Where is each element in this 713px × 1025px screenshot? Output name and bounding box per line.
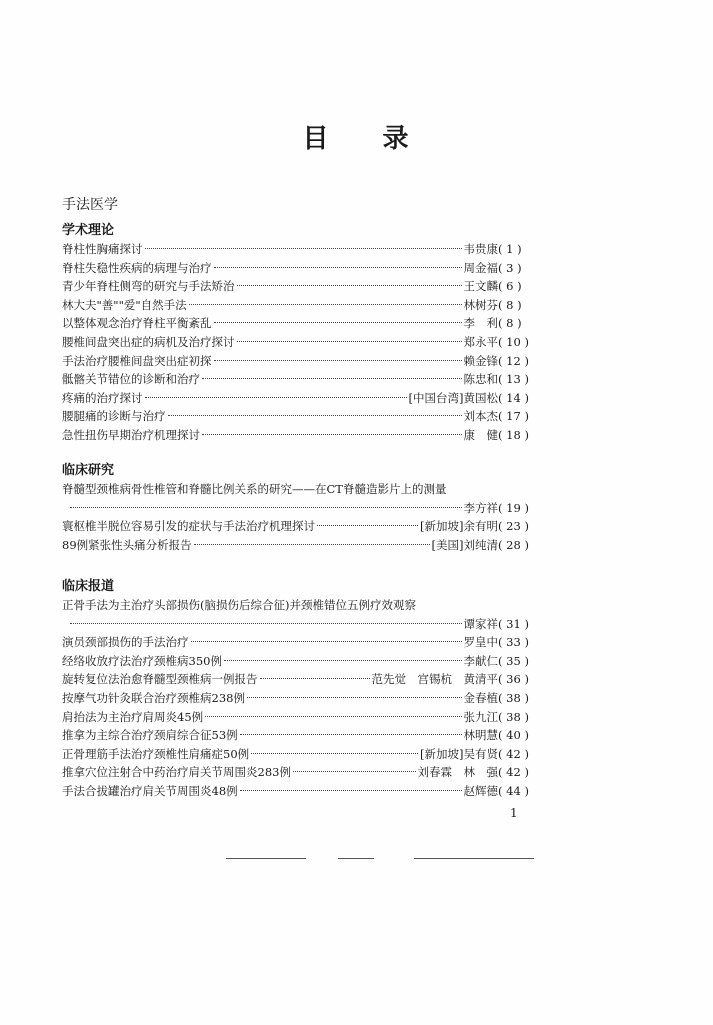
toc-entry[interactable] [62,407,550,426]
page-number: 1 [510,806,518,820]
toc-entry[interactable] [62,763,550,782]
dot-leader [237,341,462,342]
entry-author: 韦贵康 [463,242,498,256]
entry-page: ( 13 ) [498,370,550,389]
toc-entry[interactable] [62,633,550,652]
entry-title: 急性扭伤早期治疗机理探讨 [62,427,200,442]
title-char-2: 录 [382,124,411,154]
dot-leader [251,753,418,754]
entry-page: ( 31 ) [498,615,550,634]
toc-entry[interactable] [62,240,550,259]
entry-author: [新加坡]余有明 [420,519,498,534]
toc-entry[interactable] [62,426,550,445]
toc-entry[interactable] [62,782,550,801]
entry-title: 正骨手法为主治疗头部损伤(脑损伤后综合征)并颈椎错位五例疗效观察 [62,598,416,612]
dot-leader [191,641,462,642]
toc-entry[interactable] [62,689,550,708]
dot-leader [202,378,462,379]
scan-artifact-line [226,858,306,859]
entry-page: ( 17 ) [498,407,550,426]
entry-title: 腰腿痛的诊断与治疗 [62,409,166,424]
entry-author: 赵辉德 [463,783,498,798]
toc-entry[interactable] [62,333,550,352]
entry-page: ( 6 ) [498,277,550,296]
dot-leader [293,771,416,772]
entry-author: 康 健 [463,427,498,442]
entry-author: [美国]刘纯清 [431,537,498,552]
toc-entry[interactable] [62,352,550,371]
entry-author: 郑永平 [463,334,498,349]
entry-title: 肩抬法为主治疗肩周炎45例 [62,709,204,724]
entry-author: [中国台湾]黄国松 [408,390,498,405]
entry-author: 范先觉 宫锡杭 黄清平 [371,672,498,687]
entry-page: ( 38 ) [498,708,550,727]
entry-title: 以整体观念治疗脊柱平衡紊乱 [62,316,212,331]
dot-leader [194,544,430,545]
dot-leader [205,716,461,717]
entry-page: ( 36 ) [498,670,550,689]
dot-leader [240,790,462,791]
entry-author: 陈忠和 [463,372,498,387]
dot-leader [168,415,462,416]
dot-leader [240,734,462,735]
toc-entry[interactable] [62,389,550,408]
dot-leader [214,322,462,323]
entry-page: ( 1 ) [498,240,550,259]
section-heading: 临床报道 [62,579,115,594]
entry-title: 脊柱失稳性疾病的病理与治疗 [62,260,212,275]
entry-page: ( 19 ) [498,499,550,518]
toc-entry[interactable] [62,499,550,518]
entry-page: ( 38 ) [498,689,550,708]
entry-title: 疼痛的治疗探讨 [62,390,143,405]
scan-artifact-line [414,858,534,859]
entry-author: 罗皇中 [463,635,498,650]
toc-entry[interactable] [62,296,550,315]
scan-artifact-line [338,858,374,859]
dot-leader [70,623,462,624]
entry-author: 刘春霖 林 强 [417,765,498,780]
toc-entry-title-line [62,480,550,499]
entry-page: ( 28 ) [498,536,550,555]
entry-title: 推拿穴位注射合中药治疗肩关节周围炎283例 [62,765,291,780]
entry-page: ( 33 ) [498,633,550,652]
entry-author: 金春植 [463,690,498,705]
entry-page: ( 44 ) [498,782,550,801]
entry-title: 经络收放疗法治疗颈椎病350例 [62,653,222,668]
entry-title: 按摩气功针灸联合治疗颈椎病238例 [62,690,245,705]
entry-page: ( 42 ) [498,745,550,764]
dot-leader [224,660,462,661]
toc-entry[interactable] [62,745,550,764]
entry-title: 骶髂关节错位的诊断和治疗 [62,372,200,387]
entry-author: 刘本杰 [463,409,498,424]
entry-page: ( 42 ) [498,763,550,782]
toc-entry[interactable] [62,652,550,671]
toc-entry[interactable] [62,259,550,278]
entry-title: 89例紧张性头痛分析报告 [62,537,192,552]
entry-author: 谭家祥 [463,616,498,631]
entry-page: ( 10 ) [498,333,550,352]
entry-title: 手法合拔罐治疗肩关节周围炎48例 [62,783,238,798]
toc-entry[interactable] [62,708,550,727]
toc-entry[interactable] [62,314,550,333]
dot-leader [260,678,370,679]
entry-title: 脊髓型颈椎病骨性椎管和脊髓比例关系的研究——在CT脊髓造影片上的测量 [62,482,447,496]
entry-page: ( 23 ) [498,517,550,536]
toc-entry-title-line [62,596,550,615]
entry-author: 王文麟 [463,279,498,294]
entry-title: 手法治疗腰椎间盘突出症初探 [62,353,212,368]
dot-leader [202,434,462,435]
entry-author: 李方祥 [463,500,498,515]
dot-leader [145,248,462,249]
entry-title: 推拿为主综合治疗颈肩综合征53例 [62,728,238,743]
section-heading: 临床研究 [62,463,115,478]
toc-entry[interactable] [62,277,550,296]
entry-page: ( 3 ) [498,259,550,278]
toc-entry[interactable] [62,536,550,555]
toc-entry[interactable] [62,615,550,634]
entry-title: 青少年脊柱侧弯的研究与手法矫治 [62,279,235,294]
dot-leader [145,397,407,398]
toc-entry[interactable] [62,726,550,745]
entry-author: 周金福 [463,260,498,275]
title-char-1: 目 [302,124,331,154]
toc-section-clinical-research [62,462,550,554]
entry-author: 林树芬 [463,297,498,312]
dot-leader [214,360,462,361]
entry-title: 腰椎间盘突出症的病机及治疗探讨 [62,334,235,349]
part-title: 手法医学 [62,197,118,213]
entry-author: 李献仁 [463,653,498,668]
entry-page: ( 8 ) [498,296,550,315]
entry-author: 林明慧 [463,728,498,743]
entry-author: 李 利 [463,316,498,331]
toc-entry[interactable] [62,370,550,389]
entry-author: [新加坡]吴有贤 [420,746,498,761]
toc-section-academic-theory [62,222,550,445]
toc-entry[interactable] [62,517,550,536]
dot-leader [317,525,418,526]
entry-title: 演员颈部损伤的手法治疗 [62,635,189,650]
dot-leader [247,697,462,698]
toc-section-clinical-reports [62,578,550,801]
entry-title: 脊柱性胸痛探讨 [62,242,143,256]
entry-author: 赖金锋 [463,353,498,368]
page-title [0,118,713,155]
entry-page: ( 35 ) [498,652,550,671]
section-heading: 学术理论 [62,223,115,238]
dot-leader [214,267,462,268]
entry-title: 林大夫"善""爱"自然手法 [62,297,187,312]
entry-page: ( 14 ) [498,389,550,408]
dot-leader [70,507,462,508]
entry-page: ( 40 ) [498,726,550,745]
entry-page: ( 8 ) [498,314,550,333]
entry-title: 寰枢椎半脱位容易引发的症状与手法治疗机理探讨 [62,519,315,534]
toc-entry[interactable] [62,670,550,689]
entry-title: 旋转复位法治愈脊髓型颈椎病一例报告 [62,672,258,687]
entry-author: 张九江 [463,709,498,724]
entry-page: ( 18 ) [498,426,550,445]
entry-title: 正骨理筋手法治疗颈椎性肩痛症50例 [62,746,250,761]
dot-leader [189,304,462,305]
dot-leader [237,285,462,286]
entry-page: ( 12 ) [498,352,550,371]
